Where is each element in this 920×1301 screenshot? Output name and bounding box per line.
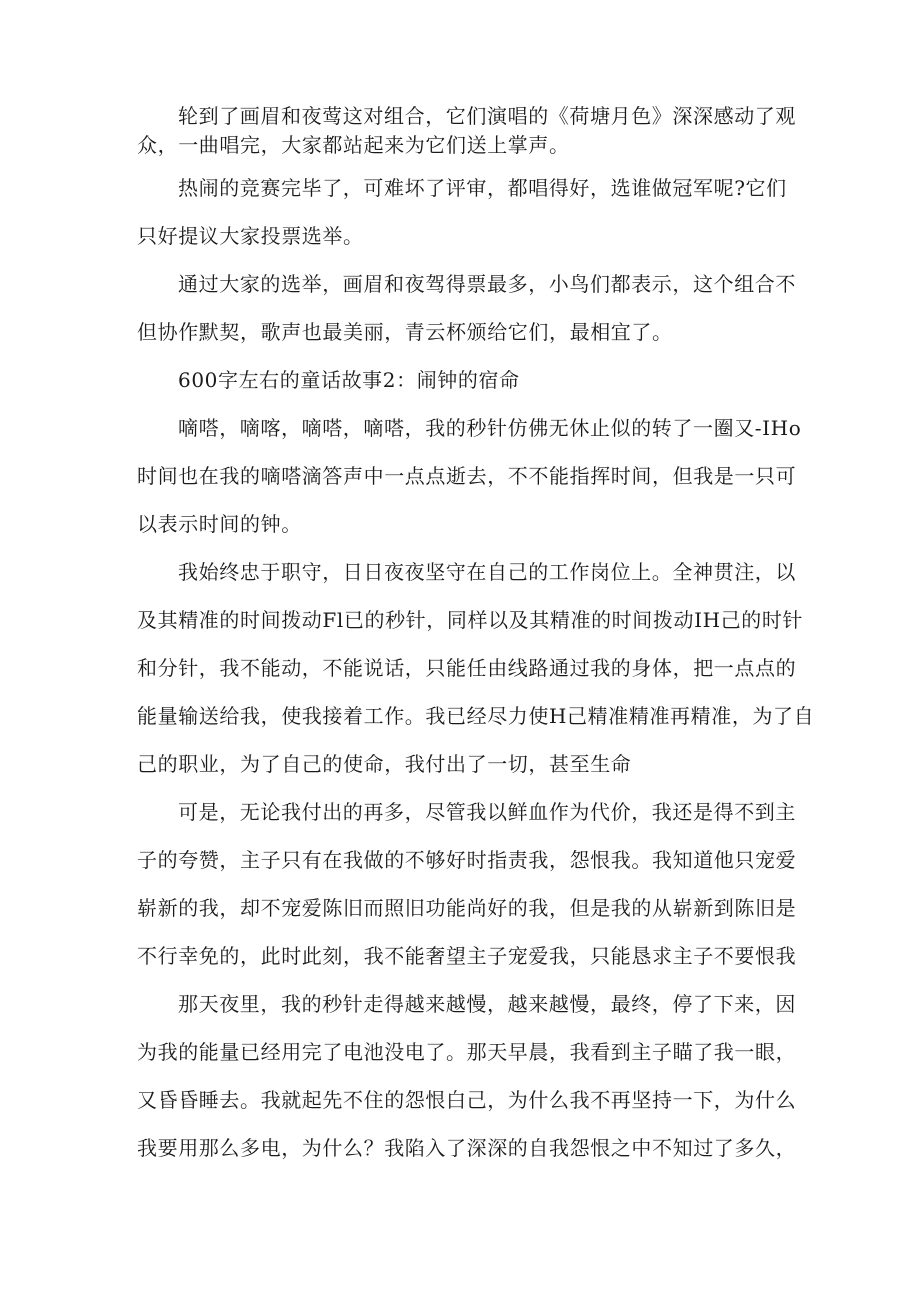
text-line: 能量输送给我，使我接着工作。我已经尽力使H己精准精准再精准，为了自 (137, 704, 815, 728)
text-line: 众，一曲唱完，大家都站起来为它们送上掌声。 (137, 133, 570, 157)
text-line: 嘀嗒，嘀喀，嘀嗒，嘀嗒，我的秒针仿佛无休止似的转了一圈又-IHo (178, 416, 802, 440)
text-line: 轮到了画眉和夜莺这对组合，它们演唱的《荷塘月色》深深感动了观 (178, 104, 796, 128)
text-line: 及其精准的时间拨动Fl已的秒针，同样以及其精准的时间拨动IH己的时针 (137, 608, 804, 632)
text-line: 为我的能量已经用完了电池没电了。那天早晨，我看到主子瞄了我一眼， (137, 1040, 797, 1064)
text-line: 但协作默契，歌声也最美丽，青云杯颁给它们，最相宜了。 (137, 320, 673, 344)
text-line: 我要用那么多电，为什么？我陷入了深深的自我怨恨之中不知过了多久， (137, 1136, 797, 1160)
text-line: 己的职业，为了自己的使命，我付出了一切，甚至生命 (137, 752, 632, 776)
text-line: 热闹的竞赛完毕了，可难坏了评审，都唱得好，选谁做冠军呢?它们 (178, 176, 787, 200)
text-line: 时间也在我的嘀嗒滴答声中一点点逝去，不不能指挥时间，但我是一只可 (137, 464, 797, 488)
text-line: 崭新的我，却不宠爱陈旧而照旧功能尚好的我，但是我的从崭新到陈旧是 (137, 896, 797, 920)
text-line: 那天夜里，我的秒针走得越来越慢，越来越慢，最终，停了下来，因 (178, 992, 796, 1016)
text-line: 以表示时间的钟。 (137, 512, 302, 536)
text-line: 我始终忠于职守，日日夜夜坚守在自己的工作岗位上。全神贯注，以 (178, 560, 796, 584)
section-heading: 600字左右的童话故事2：闹钟的宿命 (178, 368, 520, 392)
text-line: 不行幸免的，此时此刻，我不能奢望主子宠爱我，只能恳求主子不要恨我 (137, 944, 797, 968)
text-line: 和分针，我不能动，不能说话，只能任由线路通过我的身体，把一点点的 (137, 656, 797, 680)
text-line: 通过大家的选举，画眉和夜驾得票最多，小鸟们都表示，这个组合不 (178, 272, 796, 296)
text-line: 又昏昏睡去。我就起先不住的怨恨白己，为什么我不再坚持一下，为什么 (137, 1088, 797, 1112)
text-line: 子的夸赞，主子只有在我做的不够好时指责我，怨恨我。我知道他只宠爱 (137, 848, 797, 872)
text-line: 只好提议大家投票选举。 (137, 224, 364, 248)
text-line: 可是，无论我付出的再多，尽管我以鲜血作为代价，我还是得不到主 (178, 800, 796, 824)
